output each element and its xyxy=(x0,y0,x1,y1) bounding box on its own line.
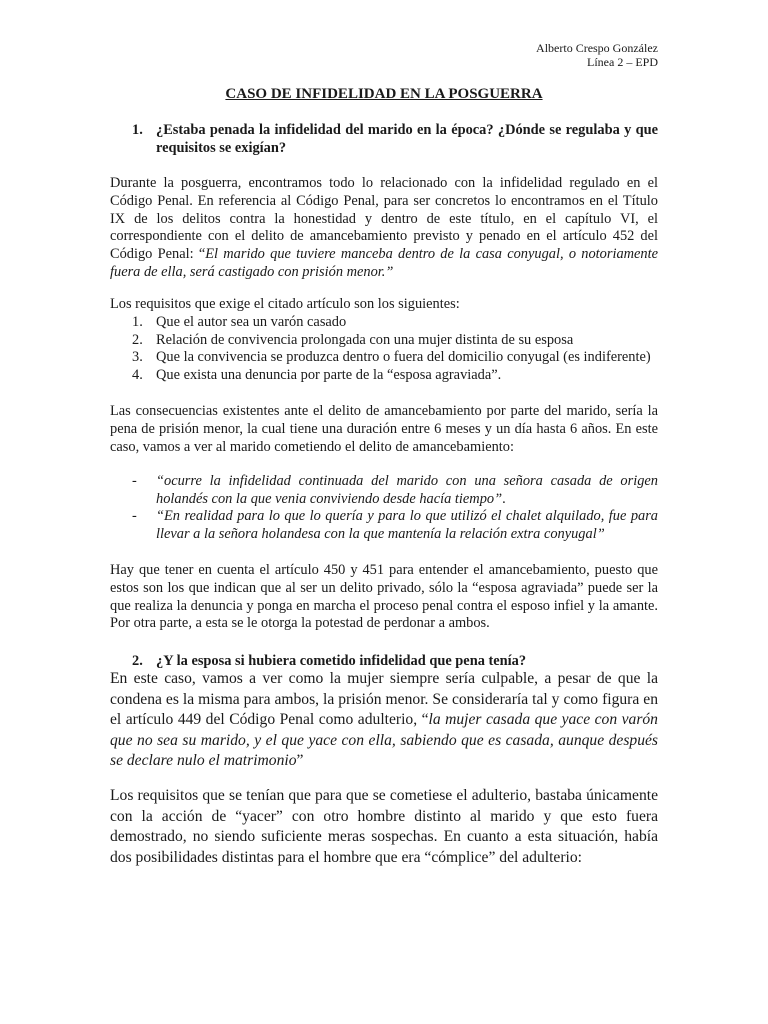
paragraph-2: Los requisitos que exige el citado artículo son los siguientes: xyxy=(110,296,460,312)
paragraph-5: En este caso, vamos a ver como la mujer siempre sería culpable, a pesar de que la condena es la misma para ambos, la prisión menor. Se consideraría tal y como figura en el artículo 449 del Código Penal como adulterio, “la mujer casada que yace con varón que no sea su marido, y el que yace con ella, sabiendo que es casada, aunque después se declare nulo el matrimonio” xyxy=(110,670,658,770)
list-item: 1. Que el autor sea un varón casado xyxy=(132,314,347,330)
question-text: ¿Y la esposa si hubiera cometido infidelidad que pena tenía? xyxy=(156,653,527,669)
question-number: 1. xyxy=(132,122,143,138)
list-item: - “En realidad para lo que lo quería y para lo que utilizó el chalet alquilado, fue para llevar a la señora holandesa con la que mantenía la relación extra conyugal” xyxy=(132,508,658,542)
quote-text: El marido que tuviere manceba dentro de la casa conyugal, o notoriamente fuera de ella, será castigado con prisión menor.” xyxy=(110,246,658,280)
list-item: 3. Que la convivencia se produzca dentro o fuera del domicilio conyugal (es indiferente) xyxy=(132,349,651,366)
paragraph-3: Las consecuencias existentes ante el delito de amancebamiento por parte del marido, sería la pena de prisión menor, la cual tiene una duración entre 6 meses y un día hasta 6 años. En este caso, vamos a ver al marido cometiendo el delito de amancebamiento: xyxy=(110,403,658,455)
quote-text: la mujer casada que yace con varón que no sea su marido, y el que yace con ella, sabiendo que es casada, aunque después se declare nulo el matrimonio xyxy=(110,711,658,770)
page-header xyxy=(536,41,658,69)
header-line: Línea 2 – EPD xyxy=(587,55,658,69)
list-item: 2. Relación de convivencia prolongada con una mujer distinta de su esposa xyxy=(132,331,574,348)
citas-list xyxy=(110,473,658,543)
paragraph-text: Durante la posguerra, encontramos todo lo relacionado con la infidelidad regulado en el Código Penal. En referencia al Código Penal, para ser concretos lo encontramos en el Título IX de los delitos contra la honestidad y dentro de este título, en el capítulo VI, el correspondiente con el delito de amancebamiento previsto y penado en el artículo 452 del Código Penal: “ xyxy=(110,175,658,263)
list-item: - “ocurre la infidelidad continuada del marido con una señora casada de origen holandés con la que venia conviviendo desde hacía tiempo”. xyxy=(132,473,658,507)
paragraph-4: Hay que tener en cuenta el artículo 450 y 451 para entender el amancebamiento, puesto que estos son los que indican que al ser un delito privado, sólo la “esposa agraviada” puede ser la que realiza la denuncia y ponga en marcha el proceso penal contra el esposo infiel y la amante. Por otra parte, a esta se le otorga la potestad de perdonar a ambos. xyxy=(110,562,658,632)
question-1 xyxy=(110,121,658,157)
author-name: Alberto Crespo González xyxy=(536,41,658,55)
question-text: ¿Estaba penada la infidelidad del marido en la época? ¿Dónde se regulaba y que requisitos se exigían? xyxy=(156,122,658,157)
paragraph-text: En este caso, vamos a ver como la mujer siempre sería culpable, a pesar de que la condena es la misma para ambos, la prisión menor. Se consideraría tal y como figura en el artículo 449 del Código Penal como adulterio, “ xyxy=(110,670,658,729)
document-title: CASO DE INFIDELIDAD EN LA POSGUERRA xyxy=(225,86,543,102)
paragraph-1 xyxy=(110,175,658,282)
question-2 xyxy=(110,652,658,670)
requisitos-list xyxy=(110,314,658,384)
list-item: 4. Que exista una denuncia por parte de la “esposa agraviada”. xyxy=(132,366,502,383)
paragraph-6: Los requisitos que se tenían que para que se cometiese el adulterio, bastaba únicamente con la acción de “yacer” con otro hombre distinto al marido y que esto fuera demostrado, no siendo suficiente meras sospechas. En cuanto a esta situación, había dos posibilidades distintas para el hombre que era “cómplice” del adulterio: xyxy=(110,787,658,866)
question-number: 2. xyxy=(132,653,143,669)
